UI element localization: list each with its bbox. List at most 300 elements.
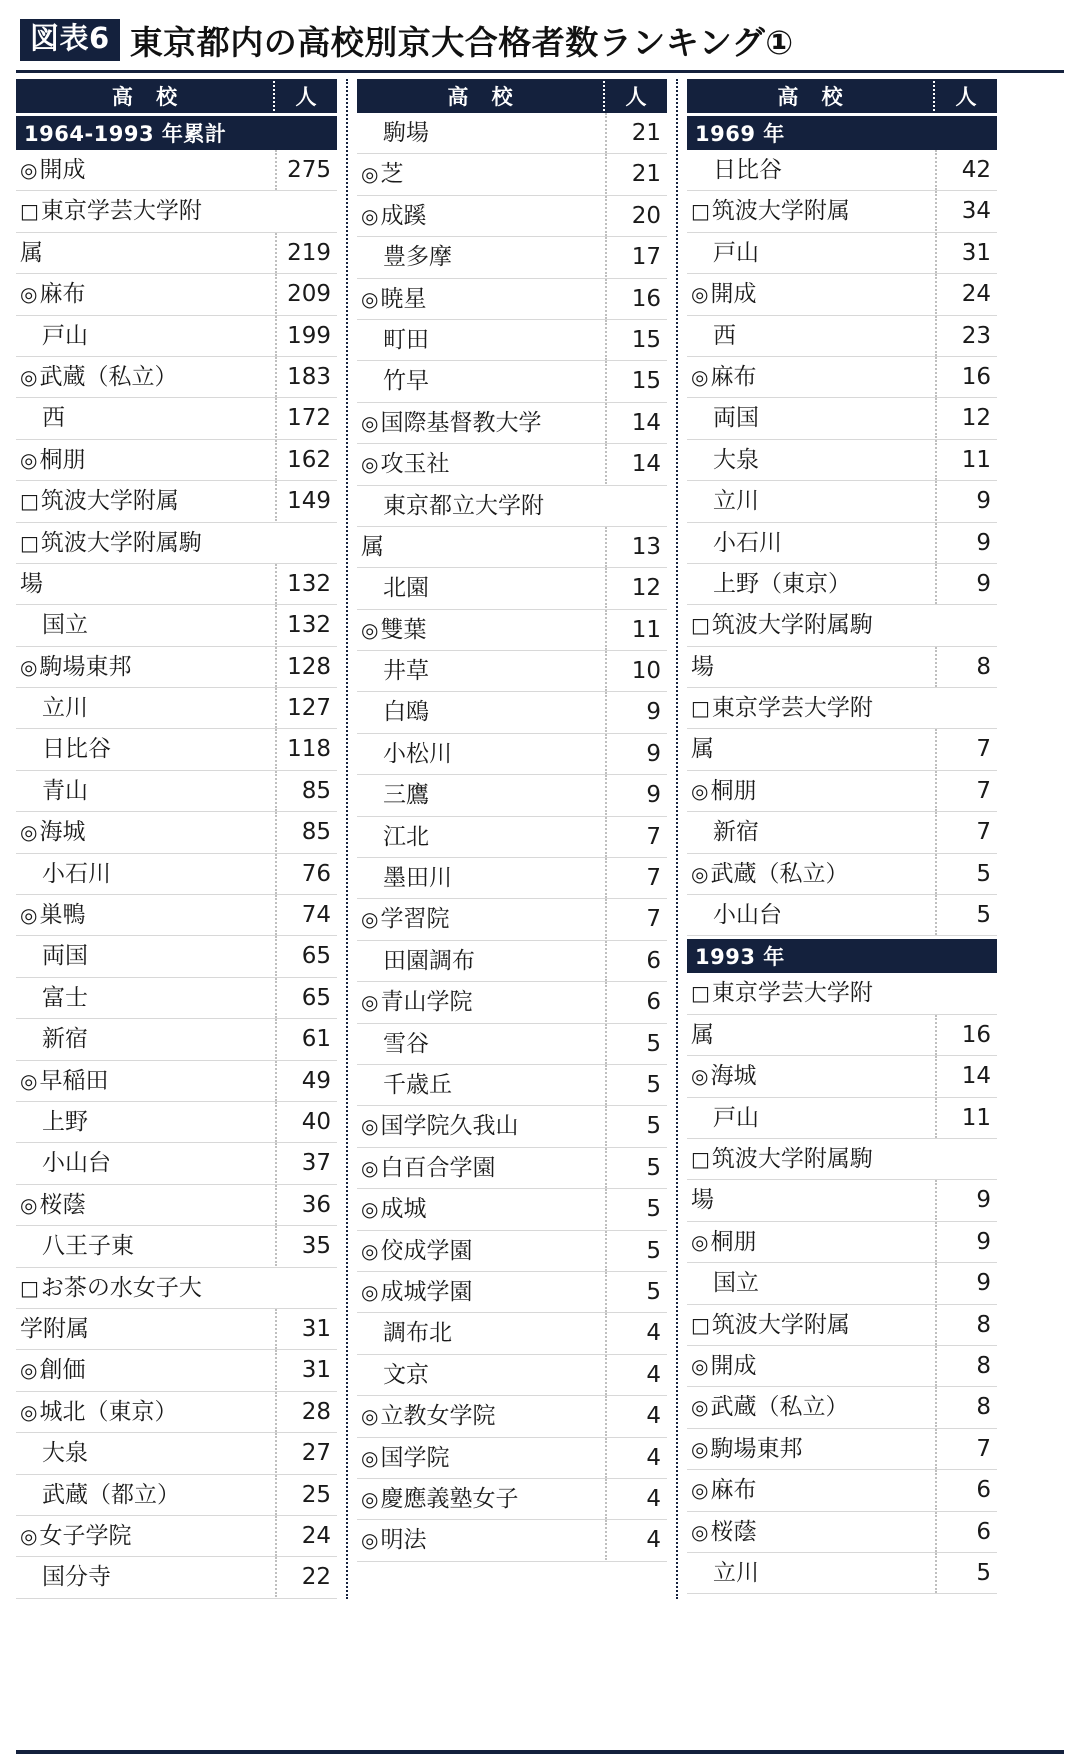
private-school-icon: ◎ xyxy=(361,162,379,187)
school-name-text: 新宿 xyxy=(42,1026,88,1053)
school-name-text: 西 xyxy=(713,322,736,349)
school-name-text: 桐朋 xyxy=(39,446,86,473)
school-name-text: 駒場東邦 xyxy=(39,653,132,680)
private-school-icon: ◎ xyxy=(361,1155,379,1180)
pass-count: 13 xyxy=(605,527,667,567)
pass-count: 9 xyxy=(935,1222,997,1262)
school-name xyxy=(687,729,935,769)
school-name-text: 攻玉社 xyxy=(380,451,450,478)
school-name xyxy=(687,812,935,852)
school-name xyxy=(687,1429,935,1469)
school-name xyxy=(687,1139,935,1179)
school-name-text: 属 xyxy=(361,533,384,560)
private-school-icon: ◎ xyxy=(691,1064,709,1089)
school-name-text: 属 xyxy=(691,736,714,763)
pass-count: 5 xyxy=(605,1189,667,1229)
pass-count: 162 xyxy=(275,440,337,480)
column-header xyxy=(357,79,667,113)
school-name xyxy=(687,854,935,894)
private-school-icon: ◎ xyxy=(691,282,709,307)
school-name xyxy=(687,605,935,645)
table-row xyxy=(16,1185,337,1226)
school-name xyxy=(687,1015,935,1055)
pass-count: 14 xyxy=(605,444,667,484)
school-name-text: 武蔵（私立） xyxy=(710,1394,849,1421)
school-name xyxy=(687,1098,935,1138)
table-row xyxy=(16,481,337,522)
school-name xyxy=(687,647,935,687)
school-name-text: 開成 xyxy=(710,1352,757,1379)
pass-count: 9 xyxy=(605,775,667,815)
school-name-text: 海城 xyxy=(39,819,86,846)
pass-count: 74 xyxy=(275,895,337,935)
table-row xyxy=(357,1355,667,1396)
pass-count: 36 xyxy=(275,1185,337,1225)
table-row xyxy=(357,775,667,816)
private-school-icon: ◎ xyxy=(691,778,709,803)
table-row xyxy=(357,527,667,568)
school-name-text: 国学院久我山 xyxy=(380,1113,519,1140)
school-name xyxy=(357,651,605,691)
school-name xyxy=(357,1520,605,1560)
section-header xyxy=(16,116,337,150)
school-name xyxy=(687,1056,935,1096)
school-name xyxy=(16,523,275,563)
school-name-text: 日比谷 xyxy=(713,157,782,183)
school-name-text: 桜蔭 xyxy=(39,1191,86,1218)
table-row xyxy=(357,1272,667,1313)
pass-count: 16 xyxy=(605,279,667,319)
table-row xyxy=(16,357,337,398)
school-name-text: お茶の水女子大 xyxy=(40,1274,202,1301)
table-row xyxy=(357,444,667,485)
school-name xyxy=(16,1309,275,1349)
pass-count: 172 xyxy=(275,398,337,438)
table-row xyxy=(357,1189,667,1230)
pass-count: 15 xyxy=(605,361,667,401)
ranking-columns xyxy=(16,79,1064,1599)
pass-count: 5 xyxy=(605,1065,667,1105)
private-school-icon: ◎ xyxy=(691,1353,709,1378)
school-name xyxy=(687,481,935,521)
school-name-text: 駒場東邦 xyxy=(710,1435,803,1462)
pass-count: 42 xyxy=(935,150,997,190)
table-row xyxy=(16,274,337,315)
school-name xyxy=(357,486,605,526)
table-row xyxy=(357,1396,667,1437)
pass-count: 8 xyxy=(935,647,997,687)
private-school-icon: ◎ xyxy=(691,1395,709,1420)
school-name xyxy=(687,523,935,563)
pass-count: 183 xyxy=(275,357,337,397)
national-school-icon: □ xyxy=(691,1146,710,1171)
private-school-icon: ◎ xyxy=(691,364,709,389)
column-header-count: 人 xyxy=(933,81,997,111)
pass-count: 76 xyxy=(275,854,337,894)
school-name xyxy=(687,1263,935,1303)
private-school-icon: ◎ xyxy=(691,1478,709,1503)
table-row xyxy=(687,1387,997,1428)
school-name-text: 新宿 xyxy=(713,819,759,846)
page-title: 東京都内の高校別京大合格者数ランキング① xyxy=(129,22,794,62)
table-row xyxy=(687,895,997,936)
school-name-text: 西 xyxy=(42,405,65,432)
table-row xyxy=(357,982,667,1023)
school-name-text: 麻布 xyxy=(710,1477,757,1504)
school-name-text: 武蔵（私立） xyxy=(39,363,178,390)
table-row xyxy=(687,605,997,646)
pass-count: 132 xyxy=(275,605,337,645)
school-name xyxy=(357,361,605,401)
column-3 xyxy=(676,79,997,1599)
pass-count: 10 xyxy=(605,651,667,691)
school-name xyxy=(357,1355,605,1395)
school-name-text: 女子学院 xyxy=(39,1522,132,1549)
school-name-text: 両国 xyxy=(42,943,88,970)
column-header-school: 高 校 xyxy=(777,85,851,109)
table-row xyxy=(16,688,337,729)
private-school-icon: ◎ xyxy=(691,1519,709,1544)
section-header xyxy=(687,116,997,150)
school-name-text: 駒場 xyxy=(383,120,429,146)
table-row xyxy=(16,398,337,439)
school-name xyxy=(357,734,605,774)
pass-count: 8 xyxy=(935,1346,997,1386)
school-name-text: 明法 xyxy=(380,1527,427,1554)
school-name xyxy=(357,1106,605,1146)
table-row xyxy=(357,196,667,237)
school-name xyxy=(357,1438,605,1478)
school-name xyxy=(16,1019,275,1059)
school-name-text: 小石川 xyxy=(42,860,111,887)
pass-count: 12 xyxy=(935,398,997,438)
pass-count: 65 xyxy=(275,978,337,1018)
pass-count: 6 xyxy=(935,1512,997,1552)
table-row xyxy=(16,1350,337,1391)
school-name-text: 筑波大学附属駒 xyxy=(711,612,873,639)
school-name-text: 文京 xyxy=(383,1361,429,1388)
school-name xyxy=(357,1479,605,1519)
school-name xyxy=(16,1350,275,1390)
national-school-icon: □ xyxy=(20,199,39,224)
school-name xyxy=(687,357,935,397)
school-name-text: 竹早 xyxy=(383,368,429,395)
school-name-text: 桐朋 xyxy=(710,777,757,804)
school-name-text: 慶應義塾女子 xyxy=(380,1485,519,1512)
pass-count: 4 xyxy=(605,1313,667,1353)
pass-count: 40 xyxy=(275,1102,337,1142)
school-name-text: 麻布 xyxy=(39,281,86,308)
school-name-text: 富士 xyxy=(42,984,88,1011)
school-name-text: 調布北 xyxy=(383,1320,452,1347)
private-school-icon: ◎ xyxy=(361,452,379,477)
figure-page xyxy=(0,12,1080,1762)
pass-count: 6 xyxy=(605,941,667,981)
school-name-text: 墨田川 xyxy=(383,865,452,892)
pass-count: 9 xyxy=(935,481,997,521)
school-name xyxy=(357,568,605,608)
school-name xyxy=(16,1268,275,1308)
table-row xyxy=(357,610,667,651)
table-row xyxy=(687,1180,997,1221)
school-name-text: 早稲田 xyxy=(39,1067,109,1094)
school-name-text: 三鷹 xyxy=(383,782,429,809)
school-name-text: 属 xyxy=(691,1021,714,1048)
school-name xyxy=(357,610,605,650)
school-name-text: 佼成学園 xyxy=(380,1237,473,1264)
pass-count: 23 xyxy=(935,316,997,356)
school-name xyxy=(687,1512,935,1552)
pass-count: 6 xyxy=(935,1470,997,1510)
school-name-text: 大泉 xyxy=(42,1440,88,1467)
table-row xyxy=(687,398,997,439)
school-name-text: 小松川 xyxy=(383,740,452,767)
table-row xyxy=(687,1429,997,1470)
school-name xyxy=(357,237,605,277)
table-row xyxy=(357,237,667,278)
private-school-icon: ◎ xyxy=(691,1436,709,1461)
private-school-icon: ◎ xyxy=(20,903,38,928)
national-school-icon: □ xyxy=(691,613,710,638)
school-name xyxy=(357,279,605,319)
table-row xyxy=(687,233,997,274)
private-school-icon: ◎ xyxy=(361,1238,379,1263)
school-name-text: 上野 xyxy=(42,1108,88,1135)
pass-count: 24 xyxy=(275,1516,337,1556)
school-name-text: 成城 xyxy=(380,1196,427,1223)
table-row xyxy=(687,812,997,853)
table-row xyxy=(16,191,337,232)
school-name xyxy=(687,973,935,1013)
table-row xyxy=(357,1148,667,1189)
school-name xyxy=(16,357,275,397)
table-row xyxy=(16,771,337,812)
school-name xyxy=(687,1222,935,1262)
school-name xyxy=(16,191,275,231)
school-name-text: 場 xyxy=(691,1187,714,1214)
school-name-text: 東京学芸大学附 xyxy=(711,980,873,1007)
pass-count: 14 xyxy=(935,1056,997,1096)
school-name xyxy=(687,1553,935,1593)
table-row xyxy=(687,150,997,191)
school-name xyxy=(16,688,275,728)
school-name xyxy=(687,233,935,273)
school-name xyxy=(16,398,275,438)
private-school-icon: ◎ xyxy=(20,1358,38,1383)
private-school-icon: ◎ xyxy=(20,1068,38,1093)
pass-count: 128 xyxy=(275,647,337,687)
table-row xyxy=(687,729,997,770)
school-name-text: 戸山 xyxy=(713,239,759,266)
school-name xyxy=(687,1305,935,1345)
school-name xyxy=(16,978,275,1018)
figure-title-bar xyxy=(16,12,1064,68)
school-name-text: 東京学芸大学附 xyxy=(711,695,873,722)
private-school-icon: ◎ xyxy=(361,1197,379,1222)
pass-count: 5 xyxy=(935,854,997,894)
table-row xyxy=(357,1479,667,1520)
pass-count: 149 xyxy=(275,481,337,521)
column-header xyxy=(16,79,337,113)
table-row xyxy=(357,1231,667,1272)
table-row xyxy=(357,899,667,940)
figure-number-badge: 図表6 xyxy=(20,19,120,61)
private-school-icon: ◎ xyxy=(361,203,379,228)
school-name xyxy=(357,527,605,567)
table-row xyxy=(16,564,337,605)
school-name-text: 成蹊 xyxy=(380,202,427,229)
table-row xyxy=(357,568,667,609)
pass-count: 9 xyxy=(605,692,667,732)
private-school-icon: ◎ xyxy=(361,1279,379,1304)
school-name-text: 筑波大学附属 xyxy=(711,198,850,225)
school-name xyxy=(687,1387,935,1427)
pass-count: 5 xyxy=(935,895,997,935)
school-name-text: 国分寺 xyxy=(42,1564,111,1591)
school-name-text: 場 xyxy=(20,570,43,597)
table-row xyxy=(357,1106,667,1147)
school-name-text: 田園調布 xyxy=(383,947,475,974)
pass-count: 118 xyxy=(275,729,337,769)
pass-count: 14 xyxy=(605,403,667,443)
table-row xyxy=(687,440,997,481)
school-name xyxy=(16,440,275,480)
private-school-icon: ◎ xyxy=(20,282,38,307)
pass-count: 21 xyxy=(605,154,667,194)
school-name xyxy=(16,895,275,935)
pass-count: 9 xyxy=(935,564,997,604)
pass-count: 5 xyxy=(605,1272,667,1312)
school-name xyxy=(687,1346,935,1386)
pass-count: 5 xyxy=(605,1024,667,1064)
private-school-icon: ◎ xyxy=(361,1486,379,1511)
pass-count: 7 xyxy=(935,771,997,811)
table-row xyxy=(687,1263,997,1304)
national-school-icon: □ xyxy=(691,199,710,224)
pass-count: 16 xyxy=(935,1015,997,1055)
school-name-text: 桐朋 xyxy=(710,1228,757,1255)
pass-count: 7 xyxy=(935,1429,997,1469)
school-name-text: 筑波大学附属駒 xyxy=(711,1145,873,1172)
footer-divider xyxy=(16,1750,1064,1754)
school-name-text: 東京都立大学附 xyxy=(383,492,544,519)
school-name xyxy=(357,775,605,815)
private-school-icon: ◎ xyxy=(20,820,38,845)
school-name xyxy=(16,1475,275,1515)
section-label: 1993 年 xyxy=(695,945,785,970)
pass-count: 12 xyxy=(605,568,667,608)
table-row xyxy=(687,688,997,729)
school-name-text: 戸山 xyxy=(42,322,88,349)
school-name xyxy=(357,196,605,236)
table-row xyxy=(357,817,667,858)
table-row xyxy=(16,440,337,481)
table-row xyxy=(687,316,997,357)
table-row xyxy=(16,854,337,895)
pass-count: 7 xyxy=(605,899,667,939)
pass-count: 22 xyxy=(275,1557,337,1597)
national-school-icon: □ xyxy=(691,696,710,721)
table-row xyxy=(16,1226,337,1267)
school-name-text: 八王子東 xyxy=(42,1233,134,1260)
table-row xyxy=(16,316,337,357)
pass-count: 31 xyxy=(275,1350,337,1390)
school-name-text: 開成 xyxy=(39,157,86,183)
school-name xyxy=(16,854,275,894)
private-school-icon: ◎ xyxy=(361,990,379,1015)
private-school-icon: ◎ xyxy=(691,861,709,886)
table-row xyxy=(16,647,337,688)
school-name xyxy=(16,274,275,314)
school-name xyxy=(16,1102,275,1142)
table-row xyxy=(357,1024,667,1065)
school-name-text: 立川 xyxy=(42,695,88,722)
private-school-icon: ◎ xyxy=(361,907,379,932)
school-name xyxy=(16,1392,275,1432)
school-name-text: 日比谷 xyxy=(42,736,111,763)
table-row xyxy=(687,647,997,688)
table-row xyxy=(687,854,997,895)
school-name-text: 上野（東京） xyxy=(713,570,851,597)
school-name-text: 巣鴨 xyxy=(39,902,86,929)
school-name xyxy=(357,320,605,360)
school-name xyxy=(357,1396,605,1436)
pass-count: 17 xyxy=(605,237,667,277)
table-row xyxy=(16,1433,337,1474)
column-header-school: 高 校 xyxy=(111,85,186,109)
pass-count: 16 xyxy=(935,357,997,397)
pass-count: 4 xyxy=(605,1479,667,1519)
pass-count: 132 xyxy=(275,564,337,604)
pass-count: 127 xyxy=(275,688,337,728)
pass-count: 11 xyxy=(605,610,667,650)
school-name xyxy=(357,941,605,981)
table-row xyxy=(16,1475,337,1516)
private-school-icon: ◎ xyxy=(20,1192,38,1217)
private-school-icon: ◎ xyxy=(361,286,379,311)
school-name-text: 小石川 xyxy=(713,529,782,556)
school-name-text: 創価 xyxy=(39,1357,86,1384)
pass-count: 20 xyxy=(605,196,667,236)
school-name-text: 筑波大学附属駒 xyxy=(40,529,202,556)
school-name-text: 武蔵（都立） xyxy=(42,1481,180,1508)
table-row xyxy=(357,486,667,527)
school-name xyxy=(16,1061,275,1101)
section-label: 1969 年 xyxy=(695,122,785,146)
pass-count: 5 xyxy=(605,1231,667,1271)
pass-count: 8 xyxy=(935,1305,997,1345)
school-name-text: 立川 xyxy=(713,488,759,515)
school-name-text: 成城学園 xyxy=(380,1278,473,1305)
school-name-text: 場 xyxy=(691,653,714,680)
school-name-text: 国際基督教大学 xyxy=(380,409,542,436)
column-header-school: 高 校 xyxy=(447,85,521,109)
table-row xyxy=(357,692,667,733)
table-row xyxy=(687,1098,997,1139)
table-row xyxy=(357,734,667,775)
private-school-icon: ◎ xyxy=(20,364,38,389)
section-header xyxy=(687,939,997,973)
school-name-text: 海城 xyxy=(710,1063,757,1090)
school-name xyxy=(16,316,275,356)
school-name xyxy=(16,1433,275,1473)
table-row xyxy=(687,973,997,1014)
school-name xyxy=(16,771,275,811)
school-name xyxy=(687,1470,935,1510)
school-name-text: 青山 xyxy=(42,777,88,804)
pass-count: 9 xyxy=(935,1180,997,1220)
pass-count: 5 xyxy=(605,1148,667,1188)
